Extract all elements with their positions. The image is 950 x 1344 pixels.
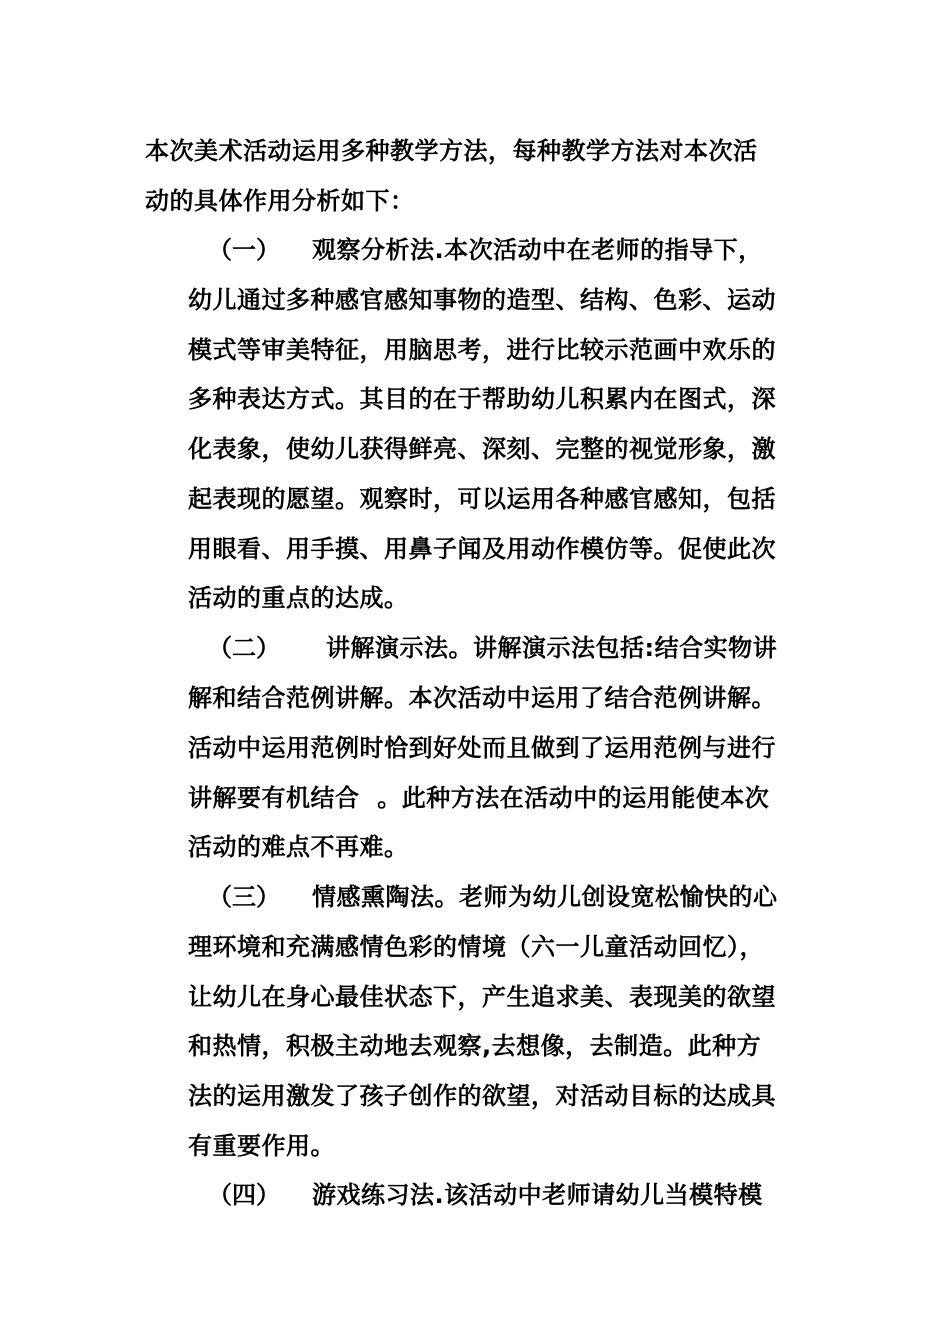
section-2-marker: （二）: [208, 634, 280, 662]
section-1-line: 化表象，使幼儿获得鲜亮、深刻、完整的视觉形象，激: [188, 435, 776, 463]
section-3-line: 和热情，积极主动地去观察,去想像，去制造。此种方: [188, 1032, 762, 1060]
section-3-line: 有重要作用。: [188, 1132, 335, 1160]
section-1-line: 活动的重点的达成。: [188, 584, 409, 612]
section-3-marker: （三）: [208, 883, 280, 911]
intro-line-2: 动的具体作用分析如下：: [145, 187, 415, 215]
intro-line-1: 本次美术活动运用多种教学方法，每种教学方法对本次活: [145, 137, 758, 165]
section-1-line: 多种表达方式。其目的在于帮助幼儿积累内在图式，深: [188, 385, 776, 413]
section-1-marker: （一）: [208, 236, 280, 264]
section-3-line: 法的运用激发了孩子创作的欲望，对活动目标的达成具: [188, 1082, 776, 1110]
section-3-line: 理环境和充满感情色彩的情境（六一儿童活动回忆），: [188, 933, 764, 961]
section-1-line: 幼儿通过多种感官感知事物的造型、结构、色彩、运动: [188, 286, 776, 314]
section-1-line: 起表现的愿望。观察时，可以运用各种感官感知，包括: [188, 485, 776, 513]
section-2-line: 解和结合范例讲解。本次活动中运用了结合范例讲解。: [188, 684, 776, 712]
section-1-line: 用眼看、用手摸、用鼻子闻及用动作模仿等。促使此次: [188, 535, 776, 563]
section-2-heading-line: 讲解演示法。讲解演示法包括:结合实物讲: [326, 634, 778, 662]
section-1-heading-line: 观察分析法.本次活动中在老师的指导下，: [312, 236, 763, 264]
section-3-line: 让幼儿在身心最佳状态下，产生追求美、表现美的欲望: [188, 983, 776, 1011]
section-1-line: 模式等审美特征，用脑思考，进行比较示范画中欢乐的: [188, 336, 776, 364]
section-2-line: 活动的难点不再难。: [188, 833, 409, 861]
section-2-line: 讲解要有机结合 。此种方法在活动中的运用能使本次: [188, 784, 770, 812]
section-3-heading-line: 情感熏陶法。老师为幼儿创设宽松愉快的心: [312, 883, 778, 911]
section-2-line: 活动中运用范例时恰到好处而且做到了运用范例与进行: [188, 734, 776, 762]
section-4-marker: （四）: [208, 1181, 280, 1209]
section-4-heading-line: 游戏练习法.该活动中老师请幼儿当模特模: [312, 1181, 763, 1209]
